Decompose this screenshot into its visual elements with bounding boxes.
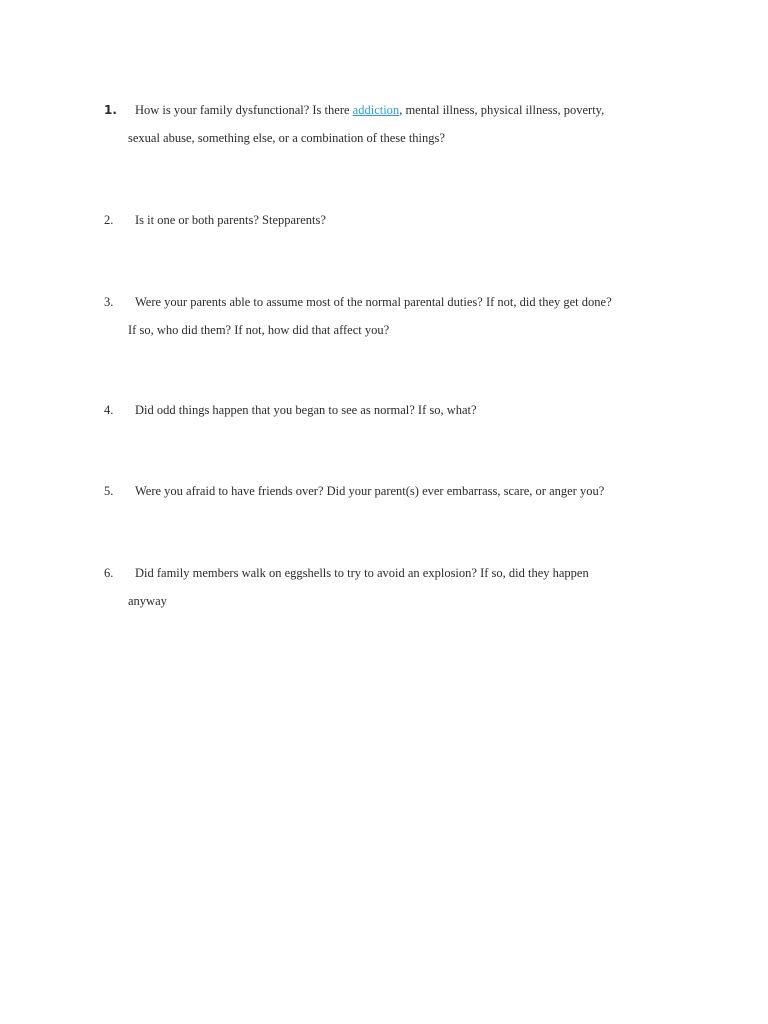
question-number: 4. (104, 403, 114, 417)
question-text-line1: Were you afraid to have friends over? Did your parent(s) ever embarrass, scare, or anger you? (135, 484, 605, 498)
question-5 (104, 478, 684, 506)
question-text-line1: Did odd things happen that you began to see as normal? If so, what? (135, 403, 477, 417)
question-3 (104, 289, 684, 344)
question-number: 3. (104, 295, 114, 309)
question-text-line2: If so, who did them? If not, how did that affect you? (128, 322, 390, 337)
question-text (104, 478, 684, 506)
question-number: 6. (104, 566, 114, 580)
question-text (104, 289, 684, 344)
question-text-line2: anyway (128, 593, 167, 608)
question-text (104, 207, 684, 235)
addiction-link[interactable]: addiction (352, 103, 400, 117)
question-number: 1. (104, 103, 117, 117)
question-2 (104, 207, 684, 235)
question-text-line1: Is it one or both parents? Stepparents? (135, 213, 326, 227)
question-text-line2: sexual abuse, something else, or a combination of these things? (128, 130, 445, 145)
question-number: 2. (104, 213, 114, 227)
question-1 (104, 97, 684, 152)
question-text-start: How is your family dysfunctional? Is there (135, 103, 353, 117)
question-text-end: , mental illness, physical illness, poverty, (399, 103, 605, 117)
question-6 (104, 560, 684, 615)
question-text-line1: Did family members walk on eggshells to try to avoid an explosion? If so, did they happen (135, 566, 589, 580)
question-number: 5. (104, 484, 114, 498)
question-text (104, 397, 684, 425)
question-text (104, 560, 684, 615)
question-text-line1: Were your parents able to assume most of the normal parental duties? If not, did they get done? (135, 295, 612, 309)
question-4 (104, 397, 684, 425)
question-text (104, 97, 684, 152)
